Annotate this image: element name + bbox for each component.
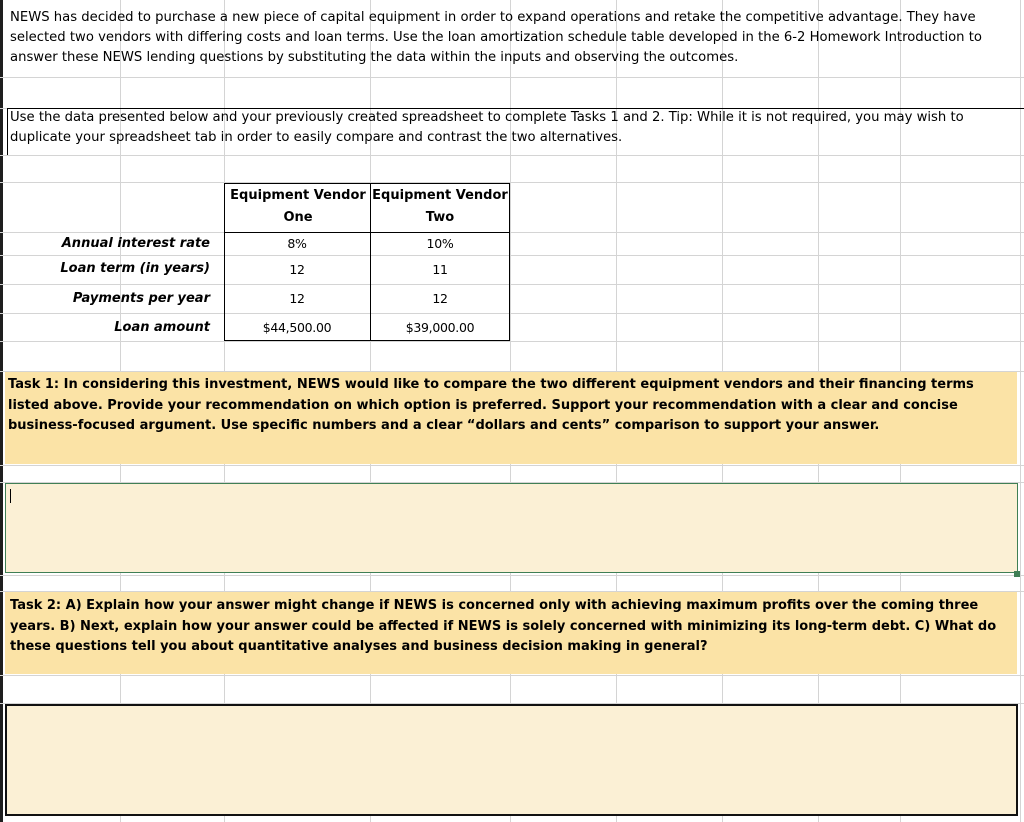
- label-payments-per-year[interactable]: Payments per year: [72, 291, 210, 306]
- sheet-left-border: [0, 0, 3, 822]
- intro-text-cell[interactable]: NEWS has decided to purchase a new piece of capital equipment in order to expand operations and retake the competitive advantage. They have selected two vendors with differing costs and loan terms. Use the loan amortization schedule table developed in the 6-2 Homework Introduction to answer these NEWS lending questions by substituting the data within the inputs and observing the outcomes.: [10, 10, 982, 65]
- task1-answer-cell[interactable]: [5, 483, 1018, 573]
- label-loan-term[interactable]: Loan term (in years): [60, 261, 210, 276]
- selection-fill-handle[interactable]: [1014, 571, 1020, 577]
- task2-answer-cell[interactable]: [5, 704, 1018, 816]
- instructions-text-cell[interactable]: Use the data presented below and your previously created spreadsheet to complete Tasks 1 and 2. Tip: While it is not required, you may wish to duplicate your spreadsheet tab in order to easily compare and contrast the two alternatives.: [10, 110, 964, 145]
- value-vendor-two-loan-term[interactable]: 11: [432, 262, 448, 277]
- value-vendor-one-loan-amount[interactable]: $44,500.00: [262, 320, 332, 335]
- value-vendor-two-payments[interactable]: 12: [432, 291, 448, 306]
- label-annual-interest-rate[interactable]: Annual interest rate: [61, 236, 210, 251]
- value-vendor-one-payments[interactable]: 12: [289, 291, 305, 306]
- value-vendor-two-loan-amount[interactable]: $39,000.00: [405, 320, 475, 335]
- task2-prompt-cell[interactable]: Task 2: A) Explain how your answer might change if NEWS is concerned only with achieving maximum profits over the coming three years. B) Next, explain how your answer could be affected if NEWS is solely concerned with minimizing its long-term debt. C) What do these questions tell you about quantitative analyses and business decision making in general?: [10, 598, 997, 654]
- value-vendor-one-loan-term[interactable]: 12: [289, 262, 305, 277]
- header-vendor-one[interactable]: Equipment Vendor One: [230, 188, 366, 225]
- value-vendor-two-interest-rate[interactable]: 10%: [426, 236, 454, 251]
- header-vendor-two[interactable]: Equipment Vendor Two: [372, 188, 508, 225]
- table-header-divider: [224, 232, 510, 233]
- text-cursor: [10, 489, 11, 503]
- value-vendor-one-interest-rate[interactable]: 8%: [287, 236, 307, 251]
- task1-prompt-cell[interactable]: Task 1: In considering this investment, NEWS would like to compare the two different equipment vendors and their financing terms listed above. Provide your recommendation on which option is preferred. Support your recommendation with a clear and concise business-focused argument. Use specific numbers and a clear “dollars and cents” comparison to support your answer.: [8, 377, 974, 433]
- label-loan-amount[interactable]: Loan amount: [114, 320, 210, 335]
